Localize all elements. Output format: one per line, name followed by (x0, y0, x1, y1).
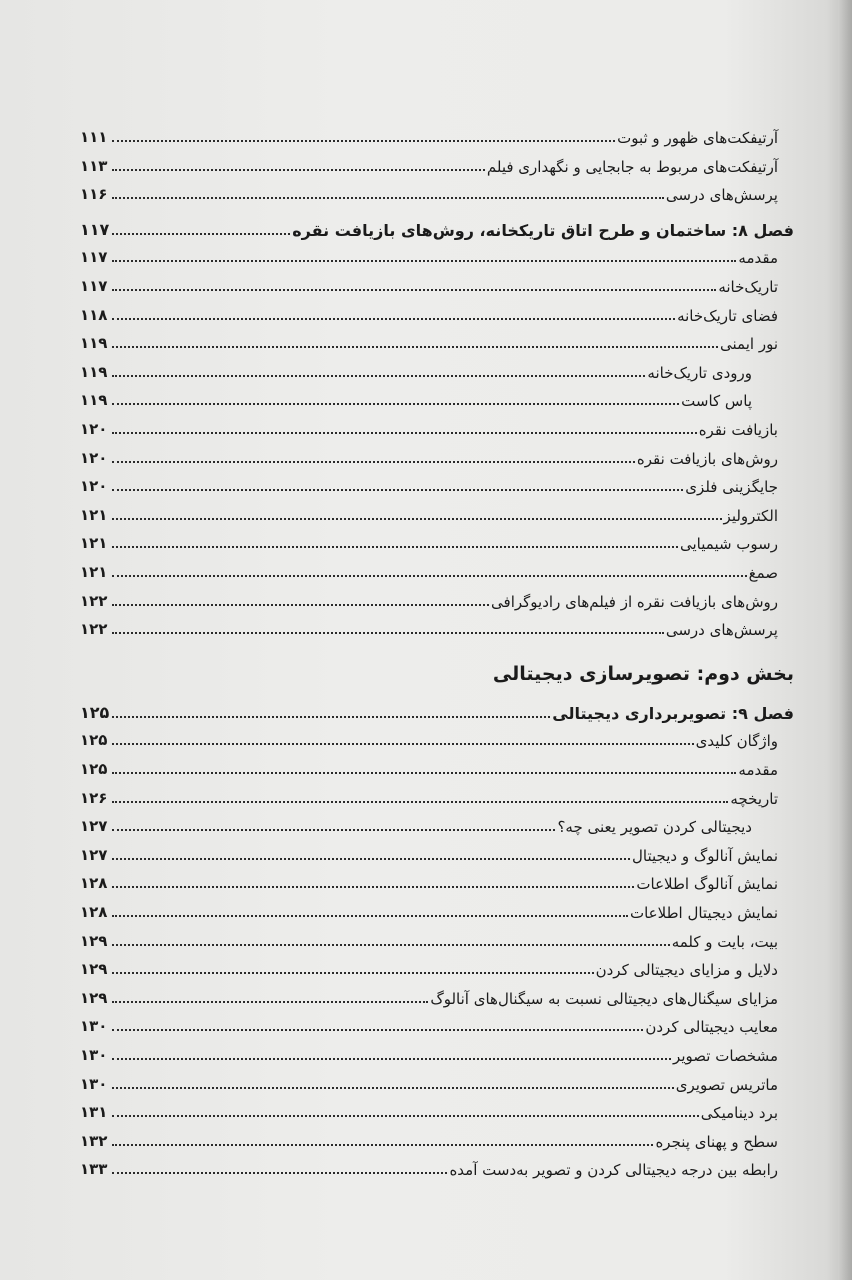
dot-leader (112, 604, 489, 606)
page-number: ۱۲۰ (80, 420, 108, 438)
entry-title: تاریک‌خانه (718, 278, 778, 296)
entry-title: بیت، بایت و کلمه (671, 932, 778, 951)
chapter-row (80, 220, 794, 239)
entry-title: بازیافت نقره (698, 421, 778, 439)
page-number: ۱۲۱ (80, 563, 108, 581)
toc-row (80, 277, 794, 295)
dot-leader (112, 289, 716, 291)
dot-leader (112, 829, 555, 831)
page-number: ۱۲۱ (80, 534, 108, 553)
dot-leader (112, 318, 675, 320)
entry-title: واژگان کلیدی (695, 732, 778, 751)
entry-title: آرتیفکت‌های مربوط به جابجایی و نگهداری فیلم (486, 157, 778, 176)
page-number: ۱۲۵ (80, 731, 108, 750)
entry-title: ماتریس تصویری (675, 1075, 778, 1094)
toc-row (80, 391, 794, 409)
toc-row (80, 157, 794, 175)
dot-leader (112, 1058, 671, 1060)
entry-title: پاس کاست (681, 392, 752, 411)
page-number: ۱۲۰ (80, 448, 108, 467)
entry-title: دیجیتالی کردن تصویر یعنی چه؟ (557, 818, 752, 837)
entry-title: معایب دیجیتالی کردن (645, 1018, 778, 1037)
toc-row (80, 760, 794, 778)
dot-leader (112, 915, 628, 917)
entry-title: رابطه بین درجه دیجیتالی کردن و تصویر به‌دست آمده (449, 1161, 778, 1180)
toc-row (80, 1103, 794, 1121)
toc-row (80, 1046, 794, 1064)
dot-leader (112, 518, 722, 520)
toc-row (80, 846, 794, 864)
entry-title: آرتیفکت‌های ظهور و ثبوت (617, 129, 778, 147)
dot-leader (112, 1172, 447, 1174)
dot-leader (112, 375, 645, 377)
entry-title: رسوب شیمیایی (680, 535, 778, 554)
dot-leader (112, 233, 290, 235)
entry-title: روش‌های بازیافت نقره از فیلم‌های رادیوگرافی (491, 592, 778, 611)
toc-row (80, 363, 794, 381)
page-number: ۱۲۸ (80, 874, 108, 893)
page-number: ۱۲۹ (80, 931, 108, 950)
page-number: ۱۱۷ (80, 248, 108, 267)
page-number: ۱۲۲ (80, 620, 108, 639)
page-number: ۱۲۸ (80, 903, 108, 921)
toc-row (80, 932, 794, 950)
toc-row (80, 874, 794, 892)
toc-row (80, 128, 794, 146)
entry-title: صمغ (748, 564, 778, 582)
entry-title: ورودی تاریک‌خانه (647, 363, 752, 382)
entry-title: سطح و پهنای پنجره (655, 1132, 778, 1151)
dot-leader (112, 169, 485, 171)
page-edge (838, 0, 852, 1280)
part-heading: بخش دوم: تصویرسازی دیجیتالی (492, 662, 794, 685)
toc-row (80, 506, 794, 524)
dot-leader (112, 432, 697, 434)
page-number: ۱۲۷ (80, 817, 108, 836)
toc-row (80, 1160, 794, 1178)
page-number: ۱۳۱ (80, 1103, 108, 1122)
dot-leader (112, 575, 747, 577)
entry-title: جایگزینی فلزی (685, 478, 778, 497)
dot-leader (112, 743, 694, 745)
toc-row (80, 248, 794, 266)
entry-title: مقدمه (738, 761, 778, 779)
entry-title: الکترولیز (723, 506, 778, 525)
dot-leader (112, 1144, 653, 1146)
entry-title: پرسش‌های درسی (665, 186, 778, 205)
page-number: ۱۱۳ (80, 156, 108, 175)
toc-row (80, 620, 794, 638)
entry-title: تاریخچه (730, 789, 778, 808)
toc-row (80, 903, 794, 921)
entry-title: مزایای سیگنال‌های دیجیتالی نسبت به سیگنال‌های آنالوگ (430, 989, 778, 1008)
entry-title: برد دینامیکی (700, 1104, 778, 1123)
page-number: ۱۲۹ (80, 988, 108, 1007)
entry-title: مشخصات تصویر (673, 1047, 778, 1065)
entry-title: نور ایمنی (720, 335, 778, 354)
page-number: ۱۱۷ (80, 219, 110, 239)
chapter-row (80, 703, 794, 722)
page-number: ۱۳۳ (80, 1160, 108, 1179)
entry-title: فصل ۸: ساختمان و طرح اتاق تاریکخانه، روش‌های بازیافت نقره (292, 220, 794, 240)
page-number: ۱۳۲ (80, 1131, 108, 1150)
entry-title: نمایش آنالوگ و دیجیتال (632, 846, 778, 865)
toc-row (80, 731, 794, 749)
page-number: ۱۲۰ (80, 477, 108, 496)
entry-title: نمایش آنالوگ اطلاعات (636, 875, 778, 894)
dot-leader (112, 140, 615, 142)
page-number: ۱۲۲ (80, 591, 108, 610)
page-number: ۱۲۱ (80, 505, 108, 524)
page-number: ۱۱۹ (80, 391, 108, 410)
entry-title: دلایل و مزایای دیجیتالی کردن (595, 961, 778, 980)
page-number: ۱۳۰ (80, 1046, 108, 1064)
entry-title: نمایش دیجیتال اطلاعات (629, 904, 778, 922)
toc-row (80, 789, 794, 807)
dot-leader (112, 632, 664, 634)
dot-leader (112, 1087, 674, 1089)
dot-leader (112, 1029, 643, 1031)
toc-row (80, 1132, 794, 1150)
toc-row (80, 960, 794, 978)
toc-row (80, 989, 794, 1007)
dot-leader (112, 944, 670, 946)
dot-leader (112, 716, 550, 718)
toc-row (80, 306, 794, 324)
dot-leader (112, 801, 728, 803)
page-number: ۱۱۹ (80, 334, 108, 353)
toc-row (80, 334, 794, 352)
dot-leader (112, 1115, 699, 1117)
toc-row (80, 420, 794, 438)
toc-row (80, 449, 794, 467)
toc-row (80, 1017, 794, 1035)
page-number: ۱۱۹ (80, 362, 108, 381)
page-number: ۱۲۹ (80, 960, 108, 979)
dot-leader (112, 403, 679, 405)
entry-title: پرسش‌های درسی (665, 621, 778, 640)
dot-leader (112, 461, 635, 463)
entry-title: مقدمه (738, 249, 778, 268)
dot-leader (112, 260, 736, 262)
page-number: ۱۱۱ (80, 128, 108, 146)
dot-leader (112, 197, 664, 199)
dot-leader (112, 972, 594, 974)
toc-row (80, 477, 794, 495)
page-number: ۱۲۶ (80, 788, 108, 807)
toc-row (80, 817, 794, 835)
toc-row (80, 185, 794, 203)
dot-leader (112, 489, 683, 491)
toc-row (80, 563, 794, 581)
page-number: ۱۲۷ (80, 845, 108, 864)
page-number: ۱۱۷ (80, 277, 108, 295)
page-number: ۱۱۶ (80, 185, 108, 204)
toc-row (80, 1075, 794, 1093)
page-number: ۱۲۵ (80, 702, 110, 722)
dot-leader (112, 1001, 428, 1003)
toc-row (80, 534, 794, 552)
dot-leader (112, 546, 678, 548)
entry-title: فضای تاریک‌خانه (677, 306, 778, 325)
page-number: ۱۱۸ (80, 305, 108, 324)
entry-title: فصل ۹: تصویربرداری دیجیتالی (552, 703, 794, 723)
entry-title: روش‌های بازیافت نقره (636, 449, 778, 468)
page-number: ۱۲۵ (80, 760, 108, 778)
dot-leader (112, 772, 736, 774)
dot-leader (112, 346, 718, 348)
page-number: ۱۳۰ (80, 1017, 108, 1036)
page-number: ۱۳۰ (80, 1074, 108, 1093)
dot-leader (112, 858, 630, 860)
dot-leader (112, 886, 634, 888)
toc-row (80, 592, 794, 610)
